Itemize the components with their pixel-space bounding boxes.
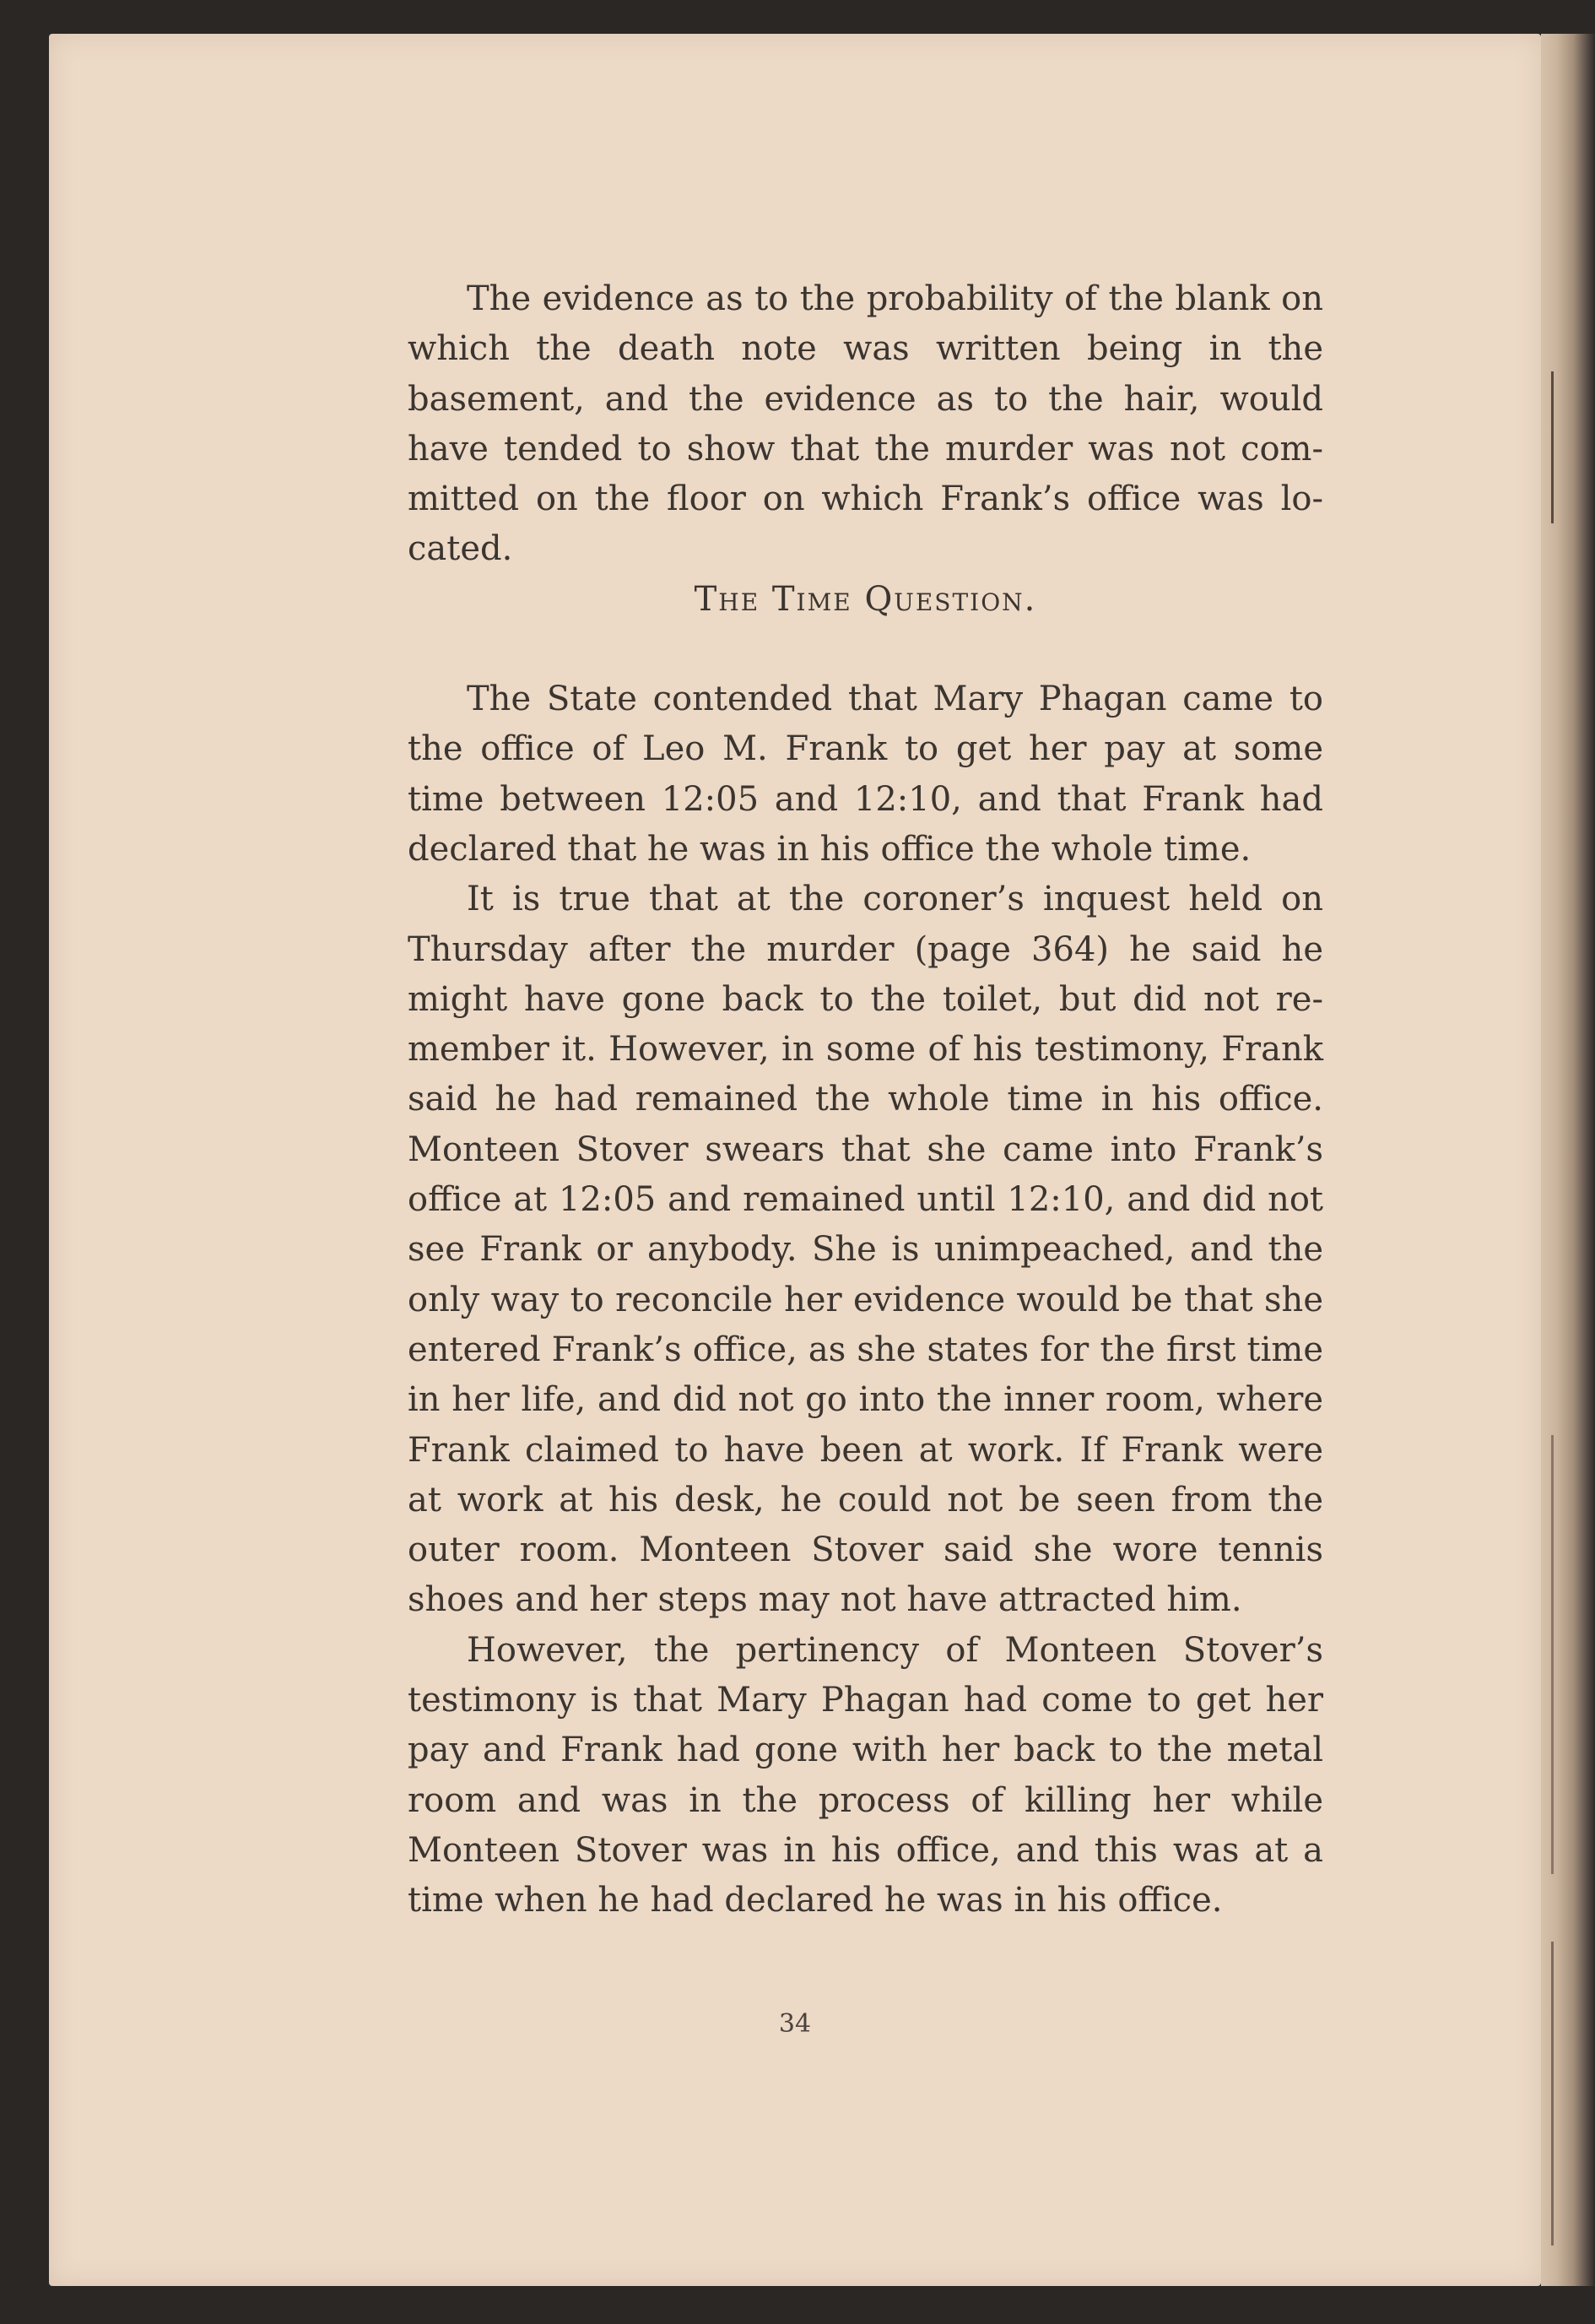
paragraph-4: However, the pertinency of Monteen Stover’s testimony is that Mary Phagan had come to get her pay and Frank had gone with her back to the metal room and was in the process of killing her while Monteen Stover was in his office, and this was at a time when he had declared he was in his office. [408,1630,1323,1920]
binding-crease [1551,1435,1554,1874]
section-heading: The Time Question. [694,579,1037,619]
paragraph-3: It is true that at the coroner’s inquest held on Thursday after the murder (page 364) he said he might have gone back to the toilet, but did not remember it. However, in some of his testimony, Frank said he had remained the whole time in his office. Monteen Stover swears that she came into Frank’s office at 12:05 and remained until 12:10, and did not see Frank or anybody. She is unimpeached, and the only way to reconcile her evidence would be that she entered Frank’s office, as she states for the first time in her life, and did not go into the inner room, where Frank claimed to have been at work. If Frank were at work at his desk, he could not be seen from the outer room. Monteen Stover said she wore tennis shoes and her steps may not have attracted him. [408,880,1323,1620]
paragraph-1: The evidence as to the probability of the blank on which the death note was written being in the basement, and the evidence as to the hair, would have tended to show that the murder was not committed on the floor on which Frank’s office was located. [408,279,1323,569]
book-binding-edge [1541,34,1595,2286]
binding-crease [1551,1942,1554,2245]
binding-crease [1551,371,1554,523]
page-number: 34 [778,2009,812,2039]
book-page [49,34,1541,2286]
body-text [408,274,1323,1926]
paragraph-2: The State contended that Mary Phagan came to the office of Leo M. Frank to get her pay at some time between 12:05 and 12:10, and that Frank had declared that he was in his office the whole time. [408,680,1323,869]
